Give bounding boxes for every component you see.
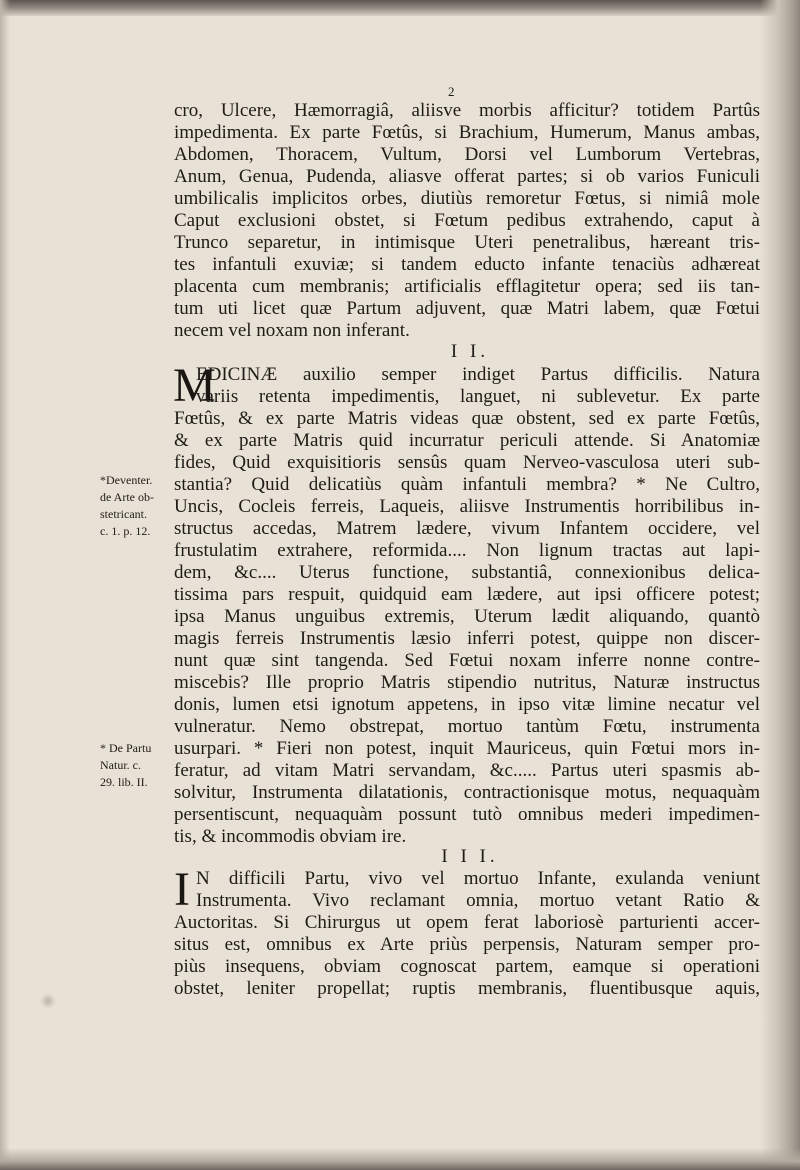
text-line: miscebis? Ille proprio Matris stipendio nutritus, Naturæ instructus [174,672,760,693]
drop-cap-m: M [173,359,216,412]
text-line: necem vel noxam non inferant. [174,320,410,341]
margin-note-line: 29. lib. II. [100,775,148,789]
text-line: feratur, ad vitam Matri servandam, &c..... Partus uteri spasmis ab- [174,760,760,781]
text-line: fides, Quid exquisitioris sensûs quam Nerveo-vasculosa uteri sub- [174,452,760,473]
paper-stain [40,993,56,1009]
text-line: Fœtûs, & ex parte Matris videas quæ obstent, sed ex parte Fœtûs, [174,408,760,429]
text-line: solvitur, Instrumenta dilatationis, contractionisque motus, nequaquàm [174,782,760,803]
text-line: situs est, omnibus ex Arte priùs perpensis, Naturam semper pro- [174,934,760,955]
text-line: vulneratur. Nemo obstrepat, mortuo tantùm Fœtu, instrumenta [174,716,760,737]
text-line: Trunco separetur, in intimisque Uteri penetralibus, hæreant tris- [174,232,760,253]
text-line: tum uti licet quæ Partum adjuvent, quæ Matri labem, quæ Fœtui [174,298,760,319]
section-heading-3: I I I. [441,846,499,867]
text-line: Abdomen, Thoracem, Vultum, Dorsi vel Lumborum Vertebras, [174,144,760,165]
text-line: variis retenta impedimentis, languet, ni sublevetur. Ex parte [196,386,760,407]
text-line: EDICINÆ auxilio semper indiget Partus difficilis. Natura [196,364,760,385]
text-line: nunt quæ sint tangenda. Sed Fœtui noxam inferre nonne contre- [174,650,760,671]
text-line: Uncis, Cocleis ferreis, Laqueis, aliisve Instrumentis horribilibus in- [174,496,760,517]
text-line: impedimenta. Ex parte Fœtûs, si Brachium, Humerum, Manus ambas, [174,122,760,143]
text-line: obstet, leniter propellat; ruptis membranis, fluentibusque aquis, [174,978,760,999]
text-line: tes infantuli exuviæ; si tandem educto infante tenaciùs adhæreat [174,254,760,275]
text-line: cro, Ulcere, Hæmorragiâ, aliisve morbis afficitur? totidem Partûs [174,100,760,121]
text-line: tis, & incommodis obviam ire. [174,826,407,847]
page-right-edge [760,0,800,1170]
text-line: tissima pars respuit, quidquid eam lædere, aut ipsi officere potest; [174,584,760,605]
text-line: N difficili Partu, vivo vel mortuo Infante, exulanda veniunt [196,868,760,889]
text-line: umbilicalis implicitos orbes, diutiùs remoretur Fœtus, si nimiâ mole [174,188,760,209]
text-line: persentiscunt, nequaquàm possunt tutò omnibus mederi impedimen- [174,804,760,825]
text-line: donis, lumen etsi ignotum appetens, in ipso vitæ limine necatur vel [174,694,760,715]
text-line: ipsa Manus unguibus extremis, Uterum lædit aliquando, quantò [174,606,760,627]
text-line: Anum, Genua, Pudenda, aliasve offerat partes; si ob varios Funiculi [174,166,760,187]
page-top-edge [0,0,800,16]
margin-note-line: *Deventer. [100,473,153,487]
page-left-edge [0,0,10,1170]
margin-note-line: Natur. c. [100,758,141,772]
text-line: & ex parte Matris quid incurratur periculi attende. Si Anatomiæ [174,430,760,451]
text-line: magis ferreis Instrumentis læsio inferri potest, quippe non discer- [174,628,760,649]
text-line: stantia? Quid delicatiùs quàm infantuli membra? * Ne Cultro, [174,474,760,495]
text-line: structus accedas, Matrem lædere, vivum Infantem occidere, vel [174,518,760,539]
margin-note-line: * De Partu [100,741,152,755]
text-line: placenta cum membranis; artificialis efflagitetur opera; sed iis tan- [174,276,760,297]
text-line: Auctoritas. Si Chirurgus ut opem ferat laboriosè parturienti accer- [174,912,760,933]
text-line: dem, &c.... Uterus functione, substantiâ, connexionibus delica- [174,562,760,583]
page-mark: 2 [448,84,456,99]
section-heading-2: I I. [450,341,490,362]
text-line: Caput exclusioni obstet, si Fœtum pedibus extrahendo, caput à [174,210,760,231]
page-bottom-edge [0,1148,800,1170]
margin-note-line: stetricant. [100,507,147,521]
margin-note-line: de Arte ob- [100,490,154,504]
margin-note-line: c. 1. p. 12. [100,524,151,538]
text-line: piùs insequens, obviam cognoscat partem, eamque si operationi [174,956,760,977]
text-line: frustulatim extrahere, reformida.... Non lignum tractas aut lapi- [174,540,760,561]
drop-cap-i: I [174,863,190,916]
text-line: usurpari. * Fieri non potest, inquit Mauriceus, quin Fœtui mors in- [174,738,760,759]
text-line: Instrumenta. Vivo reclamant omnia, mortuo vetant Ratio & [196,890,760,911]
